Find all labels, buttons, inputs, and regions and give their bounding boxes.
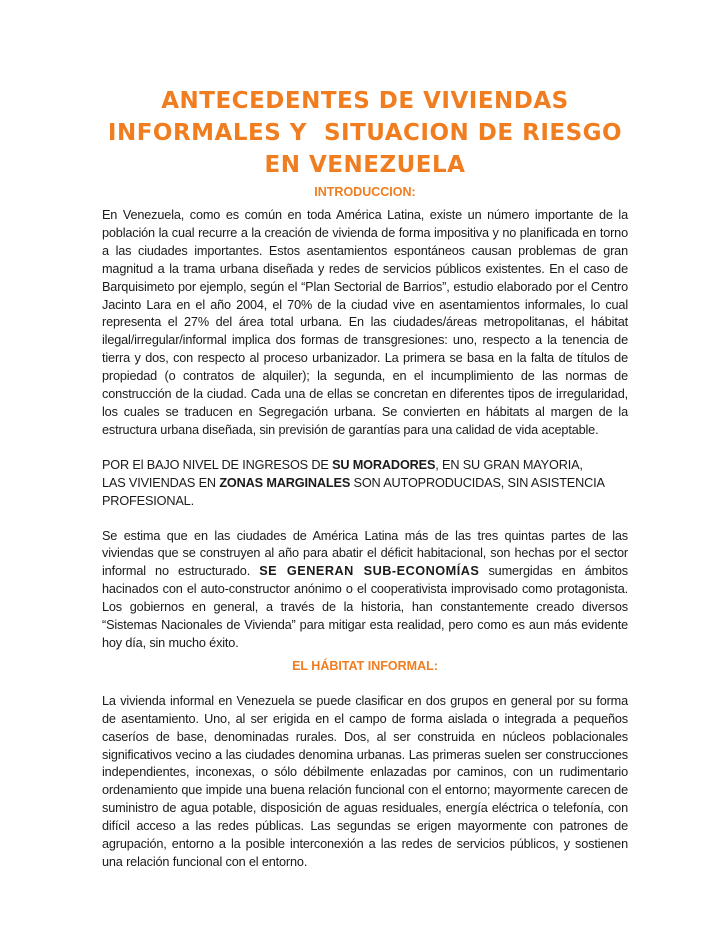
caps-line-1-a: POR El BAJO NIVEL DE INGRESOS DE <box>102 457 333 472</box>
intro-heading: INTRODUCCION: <box>314 185 416 199</box>
caps-emphasis-zonas: ZONAS MARGINALES <box>219 475 351 490</box>
title-line-2: INFORMALES Y SITUACION DE RIESGO <box>107 120 623 146</box>
estimate-text-c: sumergidas en ámbitos hacinados con el auto-constructor anónimo o el cooperativista improvisado como protagonista. Los gobiernos en general, a través de la historia, han constantemente creado diversos “Sistemas Nacionales de Vivienda” para mitigar esta realidad, pero como es aun más evidente hoy día, sin mucho éxito. <box>102 564 628 650</box>
caps-line-2 <box>102 475 628 493</box>
estimate-paragraph <box>102 528 628 653</box>
document-title <box>90 0 640 181</box>
habitat-heading: EL HÁBITAT INFORMAL: <box>292 658 438 673</box>
caps-emphasis-moradores: SU MORADORES <box>332 457 436 472</box>
estimate-emphasis: SE GENERAN SUB-ECONOMÍAS <box>259 564 480 579</box>
title-line-1: ANTECEDENTES DE VIVIENDAS <box>161 88 569 114</box>
estimate-text-a: Se estima que en las ciudades de América Latina más de las tres quintas partes de las viviendas que se construyen al año para abatir el déficit habitacional, son hechas por el sector informal no estructurado. <box>102 528 628 579</box>
caps-line-2-a: LAS VIVIENDAS EN <box>102 475 220 490</box>
caps-paragraph <box>102 457 628 511</box>
intro-paragraph: En Venezuela, como es común en toda América Latina, existe un número importante de la población la cual recurre a la creación de vivienda de forma impositiva y no planificada en torno a las ciudades importantes. Estos asentamientos espontáneos causan problemas de gran magnitud a la trama urbana diseñada y redes de servicios públicos existentes. En el caso de Barquisimeto por ejemplo, según el “Plan Sectorial de Barrios”, estudio elaborado por el Centro Jacinto Lara en el año 2004, el 70% de la ciudad vive en asentamientos informales, lo cual representa el 27% del área total urbana. En las ciudades/áreas metropolitanas, el hábitat ilegal/irregular/informal implica dos formas de transgresiones: uno, respecto a la tenencia de tierra y dos, con respecto al proceso urbanizador. La primera se basa en la falta de títulos de propiedad (o contratos de alquiler); la segunda, en el incumplimiento de las normas de construcción de la ciudad. Cada una de ellas se concretan en diferentes tipos de irregularidad, los cuales se traducen en Segregación urbana. Se convierten en hábitats al margen de la estructura urbana diseñada, sin previsión de garantías para una calidad de vida aceptable. <box>102 208 628 437</box>
caps-line-1-c: , EN SU GRAN MAYORIA, <box>435 457 583 472</box>
habitat-paragraph: La vivienda informal en Venezuela se puede clasificar en dos grupos en general por su forma de asentamiento. Uno, al ser erigida en el campo de forma aislada o integrada a pequeños caseríos de base, denominadas rurales. Dos, al ser construida en núcleos poblacionales significativos vecino a las ciudades denomina urbanas. Las primeras suelen ser construcciones independientes, inconexas, o sólo débilmente enlazadas por caminos, con un rudimentario ordenamiento que impide una buena relación funcional con el entorno; mayormente carecen de suministro de agua potable, disposición de aguas residuales, energía eléctrica o telefonía, con difícil acceso a las redes públicas. Las segundas se erigen mayormente con patrones de agrupación, entorno a la posible interconexión a las redes de servicios públicos, y sostienen una relación funcional con el entorno. <box>102 693 628 869</box>
caps-line-3: PROFESIONAL. <box>102 493 194 508</box>
title-line-3: EN VENEZUELA <box>264 152 466 178</box>
caps-line-1 <box>102 457 628 475</box>
caps-line-2-c: SON AUTOPRODUCIDAS, SIN ASISTENCIA <box>350 475 605 490</box>
